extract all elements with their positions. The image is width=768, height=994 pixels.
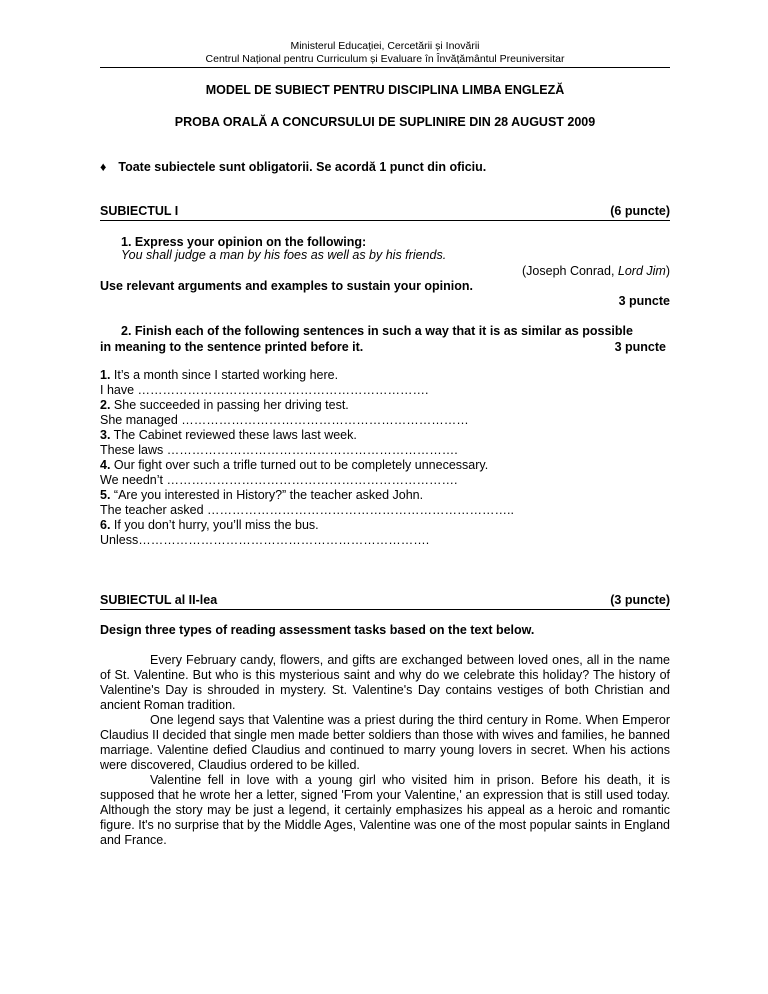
task1-source-close: ) [665,264,670,278]
answer-line[interactable]: Unless……………………………………………………………. [100,533,430,547]
section2-title: SUBIECTUL al II-lea [100,593,218,607]
section2-heading [100,593,670,610]
list-item [100,368,670,383]
task1-source [100,264,670,279]
list-item [100,398,670,413]
item-sentence: It’s a month since I started working here. [110,368,339,382]
item-sentence: “Are you interested in History?” the teacher asked John. [110,488,424,502]
header-divider [100,67,670,68]
answer-line[interactable]: These laws ……………………………………………………………. [100,443,458,457]
section2-points: (3 puncte) [610,593,670,607]
list-item [100,518,670,533]
general-note [100,160,670,175]
list-item [100,488,670,503]
task2-items [100,368,670,548]
item-number: 2. [100,398,111,412]
document-title: MODEL DE SUBIECT PENTRU DISCIPLINA LIMBA ENGLEZĂ [205,83,565,97]
reading-text [100,653,670,848]
header-center: Centrul Național pentru Curriculum și Evaluare în Învățământul Preuniversitar [205,53,565,65]
item-number: 1. [100,368,111,382]
item-number: 5. [100,488,111,502]
general-note-text: Toate subiectele sunt obligatorii. Se acordă 1 punct din oficiu. [118,160,487,174]
task1-points: 3 puncte [618,294,670,308]
answer-line[interactable]: The teacher asked ……………………………………………………………….. [100,503,514,517]
answer-line[interactable]: I have ……………………………………………………………. [100,383,429,397]
item-sentence: She succeeded in passing her driving test. [110,398,349,412]
task2-heading-line1: 2. Finish each of the following sentences in such a way that it is as similar as possible [121,324,633,338]
item-sentence: If you don’t hurry, you’ll miss the bus. [110,518,319,532]
task2-points: 3 puncte [614,340,666,354]
task1-quote: You shall judge a man by his foes as well as by his friends. [121,248,447,262]
list-item [100,458,670,473]
task1-source-author: (Joseph Conrad, [522,264,618,278]
task1-heading: 1. Express your opinion on the following: [121,235,367,249]
answer-line[interactable]: We needn’t ……………………………………………………………. [100,473,458,487]
document-subtitle: PROBA ORALĂ A CONCURSULUI DE SUPLINIRE DIN 28 AUGUST 2009 [174,115,596,129]
list-item [100,428,670,443]
section1-title: SUBIECTUL I [100,204,179,218]
task2-heading-line2 [100,340,666,355]
diamond-bullet-icon: ♦ [100,160,107,174]
item-number: 3. [100,428,111,442]
reading-paragraph: One legend says that Valentine was a priest during the third century in Rome. When Emperor Claudius II decided that single men made better soldiers than those with wives and families, he banned marriage. Valentine defied Claudius and continued to marry young lovers in secret. When his actions were discovered, Claudius ordered to be killed. [100,713,670,772]
answer-line[interactable]: She managed …………………………………………………………… [100,413,469,427]
item-sentence: The Cabinet reviewed these laws last week. [110,428,357,442]
reading-paragraph: Valentine fell in love with a young girl who visited him in prison. Before his death, it is supposed that he wrote her a letter, signed 'From your Valentine,' an expression that is still used today. Although the story may be just a legend, it certainly emphasizes his appeal as a heroic and romantic figure. It's no surprise that by the Middle Ages, Valentine was one of the most popular saints in England and France. [100,773,670,847]
item-number: 6. [100,518,111,532]
reading-paragraph: Every February candy, flowers, and gifts are exchanged between loved ones, all in the name of St. Valentine. But who is this mysterious saint and why do we celebrate this holiday? The history of Valentine's Day is shrouded in mystery. St. Valentine's Day contains vestiges of both Christian and ancient Roman tradition. [100,653,670,712]
section1-points: (6 puncte) [610,204,670,218]
section2-instruction: Design three types of reading assessment tasks based on the text below. [100,623,535,637]
task1-instruction: Use relevant arguments and examples to sustain your opinion. [100,279,474,293]
task1-source-work: Lord Jim [617,264,666,278]
header-ministry: Ministerul Educației, Cercetării și Inovării [290,40,480,52]
item-number: 4. [100,458,111,472]
section1-heading [100,204,670,221]
task2-heading-text: in meaning to the sentence printed before it. [100,340,364,354]
item-sentence: Our fight over such a trifle turned out to be completely unnecessary. [110,458,489,472]
